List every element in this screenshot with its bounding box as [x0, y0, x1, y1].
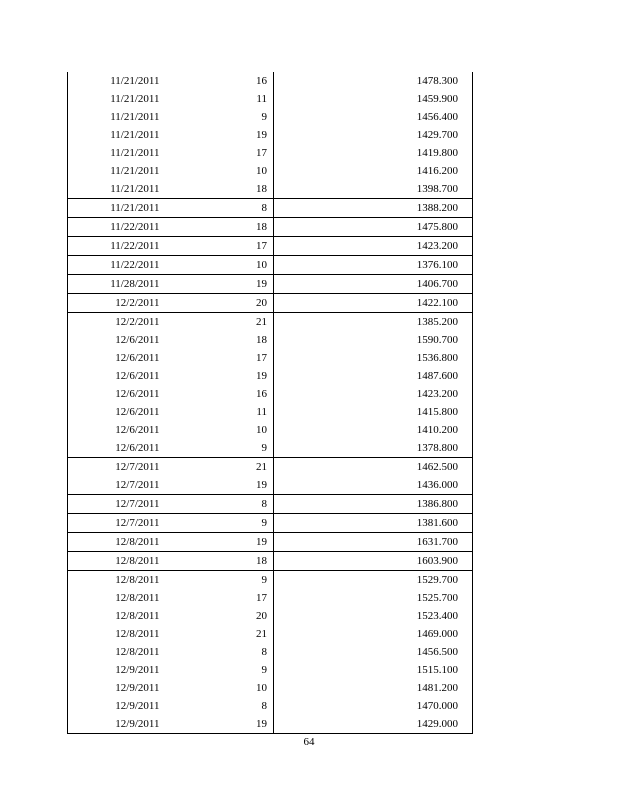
count-cell: 18 [166, 331, 274, 349]
value-cell: 1603.900 [274, 552, 473, 571]
value-cell: 1429.000 [274, 715, 473, 734]
value-cell: 1429.700 [274, 126, 473, 144]
value-cell: 1419.800 [274, 144, 473, 162]
table-row [68, 571, 473, 590]
date-cell: 11/22/2011 [68, 237, 166, 256]
count-cell: 19 [166, 715, 274, 734]
date-cell: 11/21/2011 [68, 126, 166, 144]
value-cell: 1415.800 [274, 403, 473, 421]
date-cell: 11/28/2011 [68, 275, 166, 294]
date-cell: 12/9/2011 [68, 679, 166, 697]
table-row [68, 367, 473, 385]
table-row [68, 199, 473, 218]
table-row [68, 72, 473, 90]
date-cell: 12/6/2011 [68, 439, 166, 458]
date-cell: 11/21/2011 [68, 199, 166, 218]
value-cell: 1487.600 [274, 367, 473, 385]
count-cell: 17 [166, 144, 274, 162]
table-row [68, 144, 473, 162]
date-cell: 12/7/2011 [68, 458, 166, 477]
count-cell: 8 [166, 697, 274, 715]
table-row [68, 607, 473, 625]
date-cell: 11/22/2011 [68, 218, 166, 237]
date-cell: 12/9/2011 [68, 697, 166, 715]
count-cell: 17 [166, 237, 274, 256]
date-cell: 11/22/2011 [68, 256, 166, 275]
value-cell: 1469.000 [274, 625, 473, 643]
table-row [68, 313, 473, 332]
value-cell: 1376.100 [274, 256, 473, 275]
table-row [68, 385, 473, 403]
date-cell: 12/6/2011 [68, 367, 166, 385]
value-cell: 1423.200 [274, 385, 473, 403]
date-cell: 12/8/2011 [68, 552, 166, 571]
count-cell: 9 [166, 514, 274, 533]
date-cell: 12/8/2011 [68, 533, 166, 552]
table-row [68, 275, 473, 294]
date-cell: 12/9/2011 [68, 661, 166, 679]
count-cell: 19 [166, 126, 274, 144]
count-cell: 21 [166, 625, 274, 643]
count-cell: 20 [166, 294, 274, 313]
value-cell: 1410.200 [274, 421, 473, 439]
table-row [68, 162, 473, 180]
value-cell: 1529.700 [274, 571, 473, 590]
table-row [68, 679, 473, 697]
date-cell: 11/21/2011 [68, 180, 166, 199]
table-row [68, 237, 473, 256]
value-cell: 1481.200 [274, 679, 473, 697]
table-row [68, 403, 473, 421]
count-cell: 17 [166, 589, 274, 607]
table-row [68, 697, 473, 715]
count-cell: 19 [166, 275, 274, 294]
value-cell: 1388.200 [274, 199, 473, 218]
count-cell: 18 [166, 552, 274, 571]
value-cell: 1386.800 [274, 495, 473, 514]
table-row [68, 625, 473, 643]
table-row [68, 643, 473, 661]
value-cell: 1385.200 [274, 313, 473, 332]
value-cell: 1475.800 [274, 218, 473, 237]
count-cell: 19 [166, 533, 274, 552]
count-cell: 18 [166, 218, 274, 237]
table-row [68, 294, 473, 313]
table-row [68, 661, 473, 679]
count-cell: 8 [166, 495, 274, 514]
table-row [68, 533, 473, 552]
value-cell: 1422.100 [274, 294, 473, 313]
count-cell: 16 [166, 385, 274, 403]
table-row [68, 552, 473, 571]
count-cell: 10 [166, 679, 274, 697]
value-cell: 1456.400 [274, 108, 473, 126]
table-row [68, 349, 473, 367]
count-cell: 21 [166, 313, 274, 332]
value-cell: 1525.700 [274, 589, 473, 607]
date-cell: 12/7/2011 [68, 495, 166, 514]
count-cell: 19 [166, 476, 274, 495]
date-cell: 12/6/2011 [68, 385, 166, 403]
table-row [68, 476, 473, 495]
table-row [68, 514, 473, 533]
table-row [68, 126, 473, 144]
date-cell: 12/2/2011 [68, 313, 166, 332]
value-cell: 1436.000 [274, 476, 473, 495]
table-row [68, 90, 473, 108]
value-cell: 1515.100 [274, 661, 473, 679]
value-cell: 1381.600 [274, 514, 473, 533]
date-cell: 12/6/2011 [68, 331, 166, 349]
table-row [68, 715, 473, 734]
value-cell: 1406.700 [274, 275, 473, 294]
date-cell: 12/7/2011 [68, 476, 166, 495]
date-cell: 12/6/2011 [68, 403, 166, 421]
table-row [68, 331, 473, 349]
value-cell: 1456.500 [274, 643, 473, 661]
table-body [68, 72, 473, 734]
count-cell: 19 [166, 367, 274, 385]
value-cell: 1523.400 [274, 607, 473, 625]
count-cell: 9 [166, 661, 274, 679]
data-table [67, 72, 473, 734]
count-cell: 10 [166, 256, 274, 275]
date-cell: 11/21/2011 [68, 162, 166, 180]
date-cell: 11/21/2011 [68, 90, 166, 108]
date-cell: 11/21/2011 [68, 72, 166, 90]
count-cell: 17 [166, 349, 274, 367]
table-row [68, 439, 473, 458]
date-cell: 12/8/2011 [68, 589, 166, 607]
value-cell: 1416.200 [274, 162, 473, 180]
value-cell: 1478.300 [274, 72, 473, 90]
date-cell: 12/2/2011 [68, 294, 166, 313]
value-cell: 1462.500 [274, 458, 473, 477]
count-cell: 21 [166, 458, 274, 477]
count-cell: 16 [166, 72, 274, 90]
date-cell: 12/8/2011 [68, 607, 166, 625]
count-cell: 9 [166, 439, 274, 458]
count-cell: 11 [166, 90, 274, 108]
table-row [68, 421, 473, 439]
count-cell: 18 [166, 180, 274, 199]
value-cell: 1398.700 [274, 180, 473, 199]
value-cell: 1590.700 [274, 331, 473, 349]
date-cell: 12/8/2011 [68, 625, 166, 643]
date-cell: 12/8/2011 [68, 643, 166, 661]
table-row [68, 589, 473, 607]
count-cell: 8 [166, 643, 274, 661]
value-cell: 1631.700 [274, 533, 473, 552]
date-cell: 12/8/2011 [68, 571, 166, 590]
value-cell: 1378.800 [274, 439, 473, 458]
value-cell: 1536.800 [274, 349, 473, 367]
count-cell: 10 [166, 421, 274, 439]
count-cell: 8 [166, 199, 274, 218]
page-number: 64 [303, 736, 315, 748]
count-cell: 9 [166, 571, 274, 590]
table-row [68, 108, 473, 126]
value-cell: 1423.200 [274, 237, 473, 256]
date-cell: 11/21/2011 [68, 144, 166, 162]
count-cell: 20 [166, 607, 274, 625]
date-cell: 12/6/2011 [68, 421, 166, 439]
count-cell: 11 [166, 403, 274, 421]
value-cell: 1470.000 [274, 697, 473, 715]
table-row [68, 180, 473, 199]
table-row [68, 495, 473, 514]
table-row [68, 458, 473, 477]
table-row [68, 218, 473, 237]
count-cell: 9 [166, 108, 274, 126]
data-table-container [67, 72, 472, 734]
table-row [68, 256, 473, 275]
date-cell: 12/6/2011 [68, 349, 166, 367]
count-cell: 10 [166, 162, 274, 180]
date-cell: 12/9/2011 [68, 715, 166, 734]
date-cell: 12/7/2011 [68, 514, 166, 533]
date-cell: 11/21/2011 [68, 108, 166, 126]
value-cell: 1459.900 [274, 90, 473, 108]
